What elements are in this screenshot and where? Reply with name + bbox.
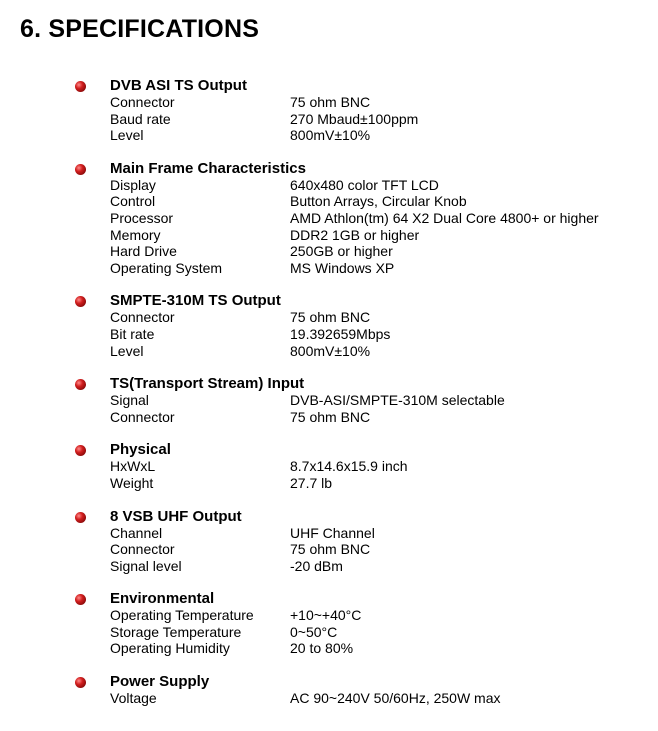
spec-label: Control (110, 193, 156, 210)
spec-value: -20 dBm (290, 557, 343, 574)
section-title: SMPTE-310M TS Output (110, 292, 281, 310)
section-title: Power Supply (110, 673, 210, 691)
bullet-icon (75, 445, 86, 456)
spec-label: Processor (110, 209, 174, 226)
spec-label: Level (110, 127, 144, 144)
spec-label: Hard Drive (110, 243, 177, 260)
spec-label: Operating Temperature (110, 607, 254, 624)
spec-value: 75 ohm BNC (290, 94, 371, 110)
section-title: TS(Transport Stream) Input (110, 375, 305, 393)
page-title: 6. SPECIFICATIONS (20, 15, 260, 43)
section-title: DVB ASI TS Output (110, 77, 247, 94)
spec-row (0, 640, 658, 657)
spec-label: Storage Temperature (110, 623, 242, 640)
spec-value: 800mV±10% (290, 342, 371, 359)
spec-section (0, 673, 658, 707)
spec-value: 20 to 80% (290, 640, 354, 657)
spec-row (0, 558, 658, 575)
bullet-icon (75, 296, 86, 307)
spec-label: Weight (110, 474, 154, 491)
spec-value: MS Windows XP (290, 259, 395, 276)
spec-sections (0, 77, 658, 723)
spec-label: Bit rate (110, 325, 155, 342)
spec-label: Display (110, 176, 156, 193)
bullet-icon (75, 379, 86, 390)
spec-value: UHF Channel (290, 524, 375, 541)
spec-row (0, 458, 658, 475)
spec-label: HxWxL (110, 458, 156, 475)
spec-value: +10~+40°C (290, 607, 362, 624)
spec-row (0, 409, 658, 426)
spec-row (0, 690, 658, 707)
spec-value: 19.392659Mbps (290, 325, 391, 342)
bullet-icon (75, 512, 86, 523)
bullet-icon (75, 594, 86, 605)
spec-row (0, 227, 658, 244)
spec-row (0, 243, 658, 260)
section-title: 8 VSB UHF Output (110, 507, 242, 525)
spec-row (0, 260, 658, 277)
spec-value: 8.7x14.6x15.9 inch (290, 458, 408, 475)
spec-section (0, 160, 658, 277)
spec-value: 270 Mbaud±100ppm (290, 110, 419, 127)
spec-row (0, 193, 658, 210)
spec-value: 75 ohm BNC (290, 309, 371, 326)
spec-label: Connector (110, 541, 175, 558)
spec-value: 75 ohm BNC (290, 541, 371, 558)
spec-row (0, 326, 658, 343)
spec-label: Baud rate (110, 110, 171, 127)
spec-section (0, 77, 658, 144)
spec-value: 250GB or higher (290, 243, 393, 260)
spec-value: 75 ohm BNC (290, 408, 371, 425)
spec-value: 27.7 lb (290, 474, 333, 491)
spec-value: Button Arrays, Circular Knob (290, 193, 467, 210)
spec-value: 0~50°C (290, 623, 338, 640)
section-title: Main Frame Characteristics (110, 159, 306, 177)
spec-label: Operating System (110, 259, 223, 276)
spec-label: Connector (110, 408, 175, 425)
spec-row (0, 392, 658, 409)
spec-label: Channel (110, 524, 163, 541)
spec-row (0, 210, 658, 227)
spec-label: Signal level (110, 557, 182, 574)
spec-section (0, 375, 658, 425)
spec-label: Connector (110, 94, 175, 110)
spec-value: AMD Athlon(tm) 64 X2 Dual Core 4800+ or higher (290, 209, 599, 226)
bullet-icon (75, 164, 86, 175)
spec-value: AC 90~240V 50/60Hz, 250W max (290, 690, 501, 707)
bullet-icon (75, 81, 86, 92)
spec-row (0, 607, 658, 624)
spec-label: Connector (110, 309, 175, 326)
spec-row (0, 525, 658, 542)
spec-value: 640x480 color TFT LCD (290, 176, 439, 193)
spec-row (0, 309, 658, 326)
spec-section (0, 508, 658, 575)
spec-row (0, 475, 658, 492)
spec-value: 800mV±10% (290, 127, 371, 144)
bullet-icon (75, 677, 86, 688)
spec-label: Level (110, 342, 144, 359)
section-title: Environmental (110, 590, 215, 608)
spec-row (0, 177, 658, 194)
spec-row (0, 343, 658, 360)
spec-value: DVB-ASI/SMPTE-310M selectable (290, 392, 505, 409)
spec-label: Operating Humidity (110, 640, 230, 657)
spec-label: Voltage (110, 690, 157, 707)
spec-row (0, 94, 658, 111)
section-title: Physical (110, 441, 171, 459)
spec-section (0, 292, 658, 359)
spec-section (0, 590, 658, 657)
spec-value: DDR2 1GB or higher (290, 226, 420, 243)
spec-label: Memory (110, 226, 161, 243)
spec-row (0, 111, 658, 128)
spec-row (0, 541, 658, 558)
spec-row (0, 127, 658, 144)
spec-label: Signal (110, 392, 149, 409)
spec-section (0, 441, 658, 491)
spec-row (0, 624, 658, 641)
